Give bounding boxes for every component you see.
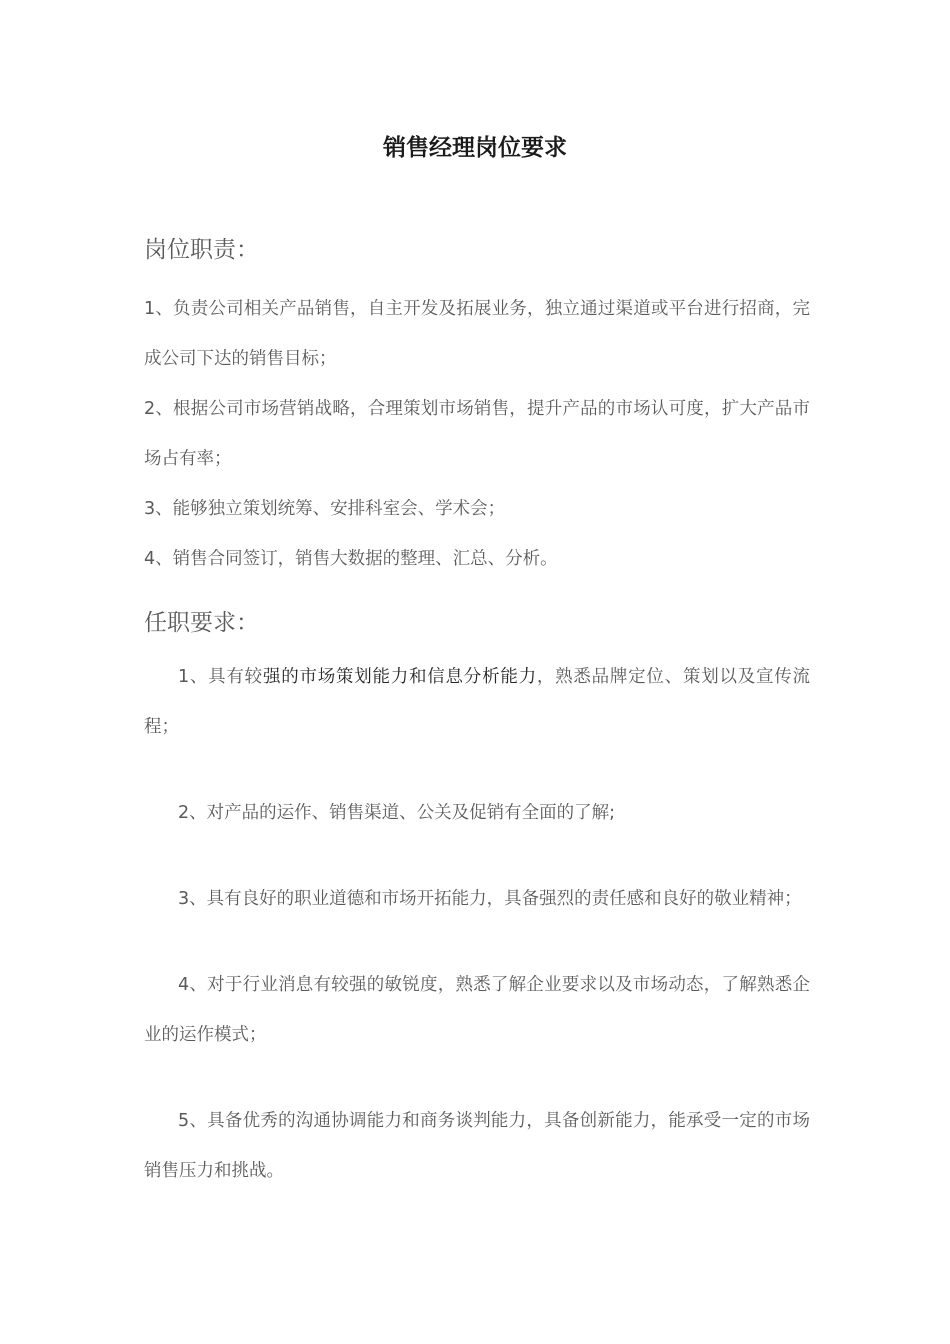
requirement-text: 1、具有较 bbox=[178, 667, 263, 687]
duty-item: 1、负责公司相关产品销售，自主开发及拓展业务，独立通过渠道或平台进行招商，完成公司下达的销售目标； bbox=[144, 299, 810, 369]
duty-item: 4、销售合同签订，销售大数据的整理、汇总、分析。 bbox=[144, 549, 558, 569]
duties-heading: 岗位职责： bbox=[144, 237, 259, 263]
requirement-item: 5、具备优秀的沟通协调能力和商务谈判能力，具备创新能力，能承受一定的市场销售压力和挑战。 bbox=[144, 1111, 810, 1181]
document-title: 销售经理岗位要求 bbox=[383, 135, 567, 161]
requirement-item: 3、具有良好的职业道德和市场开拓能力，具备强烈的责任感和良好的敬业精神； bbox=[178, 889, 802, 909]
requirement-emphasis: 强的市场策划能力和信息分析能力 bbox=[262, 667, 537, 687]
requirement-item: 4、对于行业消息有较强的敏锐度，熟悉了解企业要求以及市场动态，了解熟悉企业的运作模式； bbox=[144, 975, 810, 1045]
duty-item: 3、能够独立策划统筹、安排科室会、学术会； bbox=[144, 499, 506, 519]
requirements-heading: 任职要求： bbox=[144, 610, 259, 636]
duties-list bbox=[144, 284, 810, 584]
requirements-list bbox=[144, 652, 810, 1232]
duty-item: 2、根据公司市场营销战略，合理策划市场销售，提升产品的市场认可度，扩大产品市场占有率； bbox=[144, 399, 810, 469]
requirement-text: ，熟悉品牌定位、策划以及宣传流程； bbox=[144, 667, 811, 737]
requirement-item: 2、对产品的运作、销售渠道、公关及促销有全面的了解; bbox=[178, 803, 616, 823]
requirement-item bbox=[144, 652, 810, 752]
